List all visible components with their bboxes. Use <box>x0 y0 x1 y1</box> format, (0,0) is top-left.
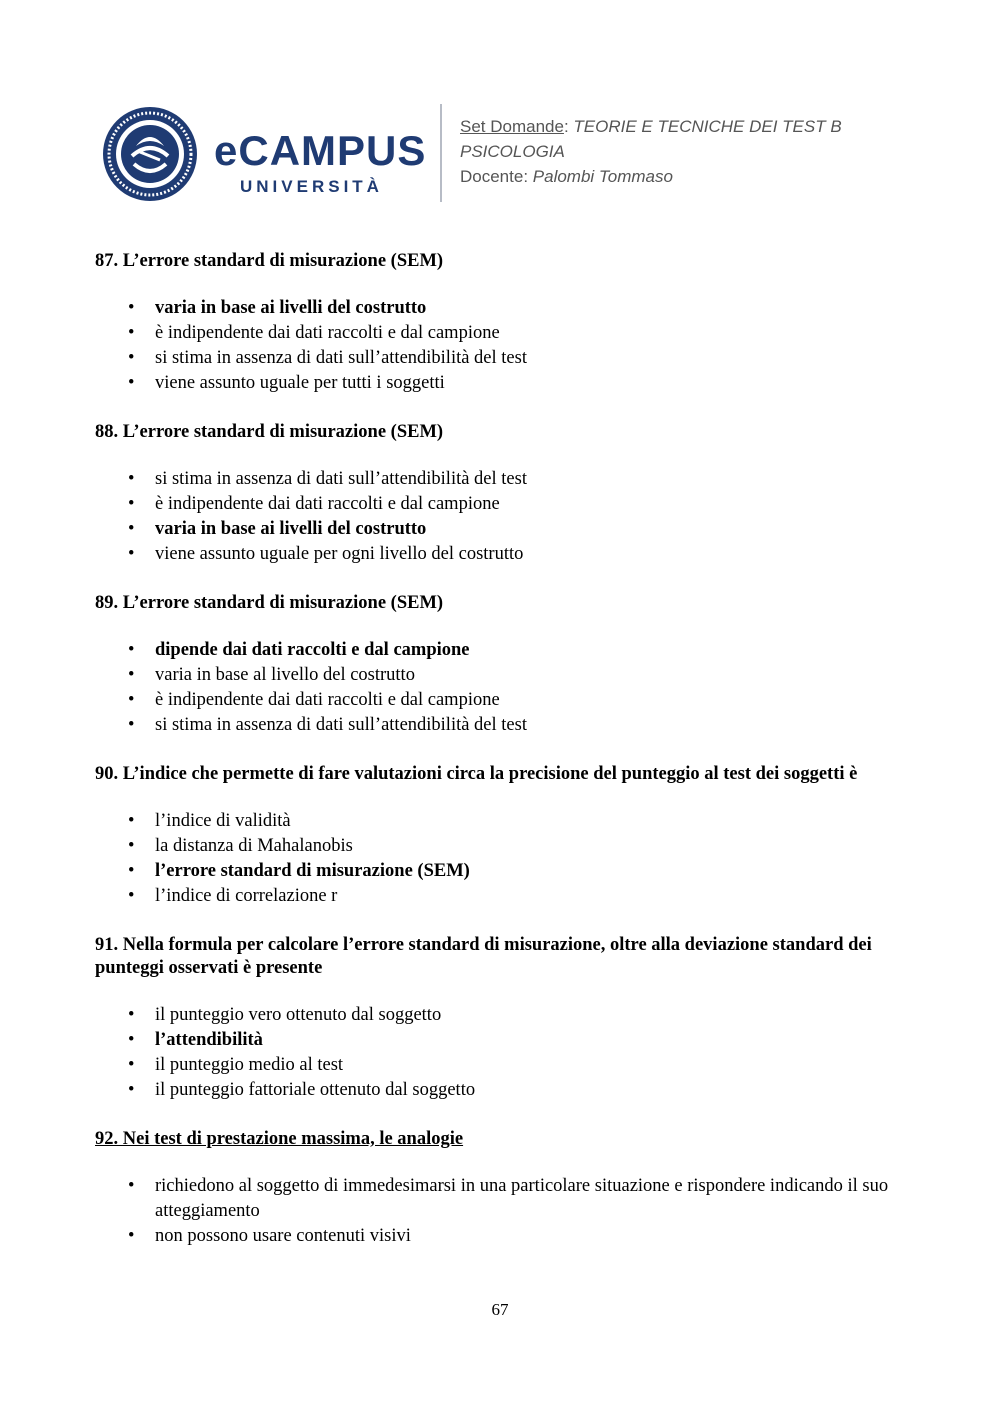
bullet-icon: • <box>128 715 135 735</box>
question-title: 91. Nella formula per calcolare l’errore standard di misurazione, oltre alla deviazione standard dei punteggi osservati è presente <box>95 935 872 978</box>
answer-option-correct <box>95 296 915 321</box>
set-value-line1: TEORIE E TECNICHE DEI TEST B <box>573 117 842 136</box>
answer-text: il punteggio vero ottenuto dal soggetto <box>155 1005 442 1025</box>
ecampus-wordmark: eCAMPUS <box>214 127 427 174</box>
bullet-icon: • <box>128 373 135 393</box>
bullet-icon: • <box>128 1176 135 1196</box>
answer-text: l’indice di correlazione r <box>155 886 338 906</box>
bullet-icon: • <box>128 469 135 489</box>
bullet-icon: • <box>128 640 135 660</box>
answer-option <box>95 1174 915 1224</box>
answer-option <box>95 321 915 346</box>
answer-list <box>95 467 915 567</box>
answer-list <box>95 809 915 909</box>
bullet-icon: • <box>128 544 135 564</box>
bullet-icon: • <box>128 348 135 368</box>
docente-value: Palombi Tommaso <box>532 167 673 186</box>
ecampus-seal-logo-icon <box>102 106 198 202</box>
answer-text: è indipendente dai dati raccolti e dal campione <box>155 494 500 514</box>
answer-text: richiedono al soggetto di immedesimarsi in una particolare situazione e rispondere indicando il suo atteggiamento <box>155 1176 889 1221</box>
bullet-icon: • <box>128 690 135 710</box>
answer-text: è indipendente dai dati raccolti e dal campione <box>155 690 500 710</box>
set-line-2 <box>460 139 842 164</box>
answer-text: l’indice di validità <box>155 811 291 831</box>
question-block <box>95 250 915 396</box>
answer-option-correct <box>95 859 915 884</box>
answer-text: si stima in assenza di dati sull’attendibilità del test <box>155 715 527 735</box>
answer-list <box>95 1003 915 1103</box>
answer-option <box>95 884 915 909</box>
answer-text: varia in base ai livelli del costrutto <box>155 519 427 539</box>
answer-option <box>95 371 915 396</box>
answer-option-correct <box>95 517 915 542</box>
answer-option-correct <box>95 638 915 663</box>
course-meta <box>460 114 842 189</box>
docente-label: Docente: <box>460 167 529 186</box>
answer-option <box>95 467 915 492</box>
answer-option <box>95 346 915 371</box>
bullet-icon: • <box>128 886 135 906</box>
answer-option <box>95 834 915 859</box>
bullet-icon: • <box>128 836 135 856</box>
set-line: Set Domande: TEORIE E TECNICHE DEI TEST B <box>460 117 842 136</box>
answer-option <box>95 809 915 834</box>
answer-text: viene assunto uguale per ogni livello del costrutto <box>155 544 524 564</box>
answer-option <box>95 1078 915 1103</box>
answer-list <box>95 638 915 738</box>
answer-text: il punteggio fattoriale ottenuto dal soggetto <box>155 1080 476 1100</box>
document-header <box>102 104 902 204</box>
answer-text: varia in base al livello del costrutto <box>155 665 415 685</box>
answer-list <box>95 1174 915 1249</box>
bullet-icon: • <box>128 1080 135 1100</box>
set-label: Set Domande <box>460 117 564 136</box>
question-title: 87. L’errore standard di misurazione (SEM) <box>95 251 444 271</box>
question-block <box>95 421 915 567</box>
answer-option <box>95 663 915 688</box>
answer-text: viene assunto uguale per tutti i soggetti <box>155 373 445 393</box>
page-number: 67 <box>491 1300 509 1319</box>
answer-option <box>95 542 915 567</box>
answer-text: è indipendente dai dati raccolti e dal campione <box>155 323 500 343</box>
bullet-icon: • <box>128 1226 135 1246</box>
bullet-icon: • <box>128 1055 135 1075</box>
bullet-icon: • <box>128 1030 135 1050</box>
question-title: 90. L’indice che permette di fare valutazioni circa la precisione del punteggio al test dei soggetti è <box>95 764 858 784</box>
bullet-icon: • <box>128 811 135 831</box>
question-list <box>95 250 915 1274</box>
set-value-line2: PSICOLOGIA <box>460 142 565 161</box>
answer-option <box>95 1003 915 1028</box>
answer-text: l’errore standard di misurazione (SEM) <box>155 861 470 881</box>
bullet-icon: • <box>128 494 135 514</box>
bullet-icon: • <box>128 323 135 343</box>
answer-text: non possono usare contenuti visivi <box>155 1226 411 1246</box>
question-title: 92. Nei test di prestazione massima, le analogie <box>95 1129 464 1149</box>
answer-option-correct <box>95 1028 915 1053</box>
answer-option <box>95 713 915 738</box>
answer-list <box>95 296 915 396</box>
answer-option <box>95 492 915 517</box>
answer-option <box>95 1053 915 1078</box>
answer-text: il punteggio medio al test <box>155 1055 344 1075</box>
answer-text: si stima in assenza di dati sull’attendibilità del test <box>155 469 527 489</box>
header-divider <box>440 104 442 202</box>
docente-line <box>460 164 842 189</box>
answer-text: si stima in assenza di dati sull’attendibilità del test <box>155 348 527 368</box>
answer-option <box>95 1224 915 1249</box>
answer-text: l’attendibilità <box>155 1030 263 1050</box>
question-block <box>95 934 915 1103</box>
bullet-icon: • <box>128 298 135 318</box>
question-block <box>95 592 915 738</box>
bullet-icon: • <box>128 1005 135 1025</box>
bullet-icon: • <box>128 519 135 539</box>
question-block <box>95 763 915 909</box>
answer-text: la distanza di Mahalanobis <box>155 836 353 856</box>
question-title: 89. L’errore standard di misurazione (SEM) <box>95 593 444 613</box>
bullet-icon: • <box>128 665 135 685</box>
question-block <box>95 1128 915 1249</box>
bullet-icon: • <box>128 861 135 881</box>
answer-option <box>95 688 915 713</box>
ecampus-subtitle: UNIVERSITÀ <box>240 177 383 196</box>
answer-text: varia in base ai livelli del costrutto <box>155 298 427 318</box>
question-title: 88. L’errore standard di misurazione (SEM) <box>95 422 444 442</box>
answer-text: dipende dai dati raccolti e dal campione <box>155 640 470 660</box>
